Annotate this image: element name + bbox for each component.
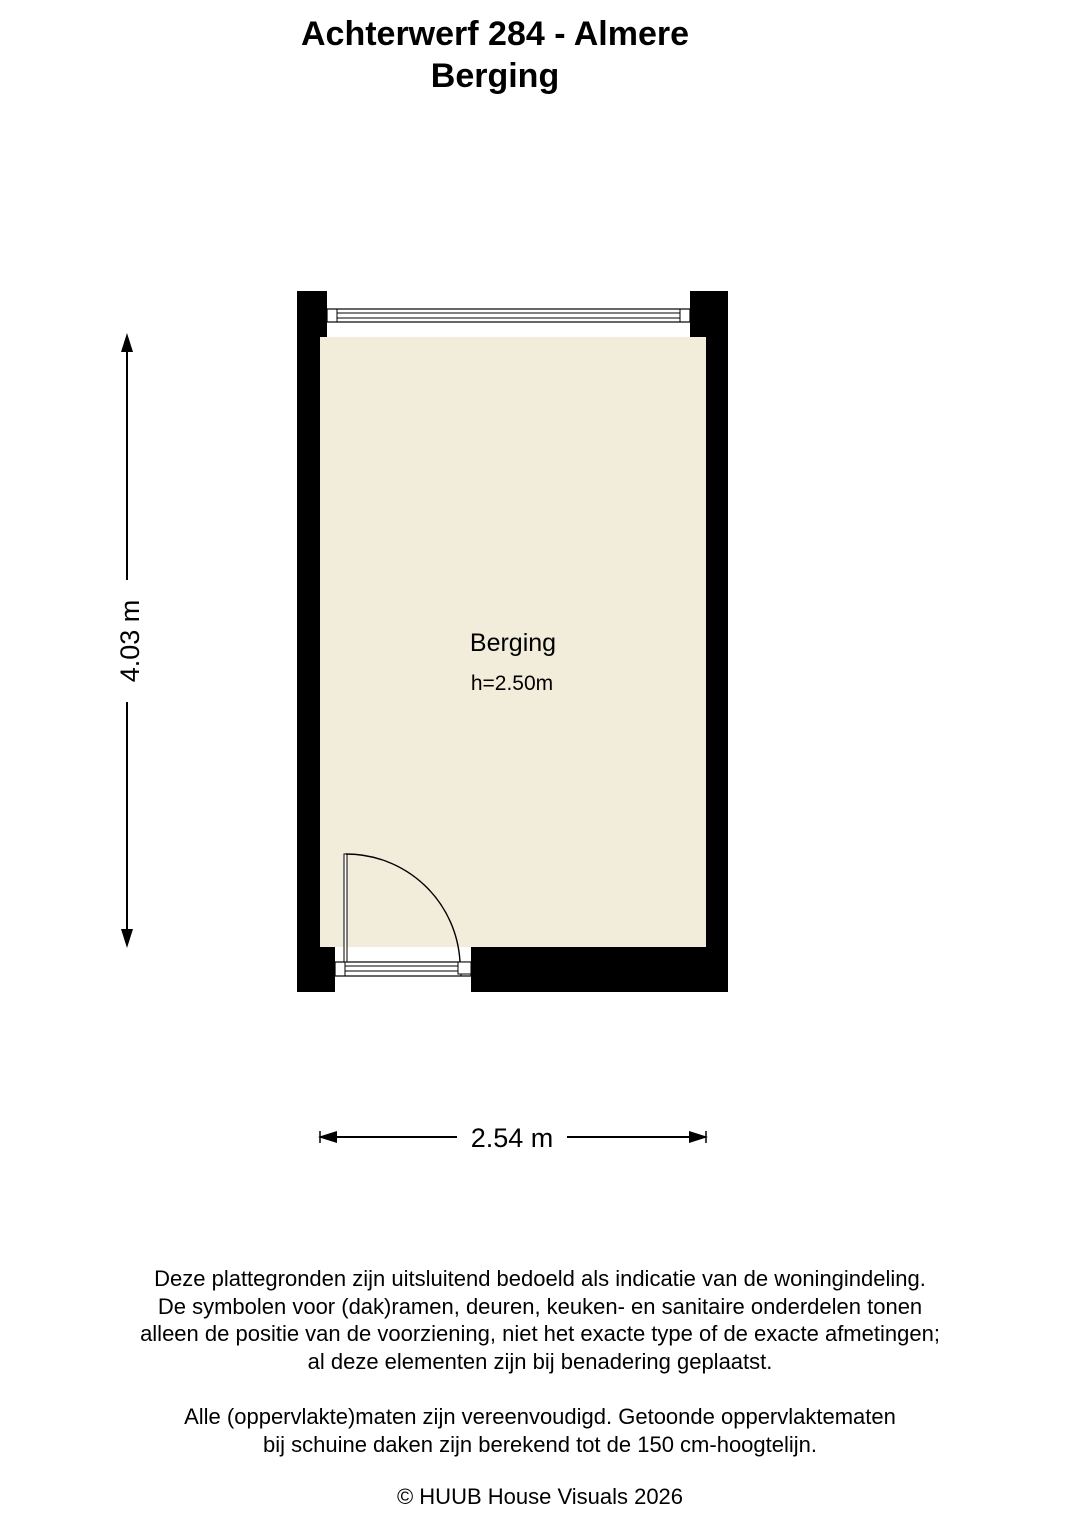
wall-right	[706, 291, 728, 992]
disclaimer-line: bij schuine daken zijn berekend tot de 150 cm-hoogtelijn.	[262, 1431, 818, 1457]
plan-subtitle: Berging	[430, 57, 560, 95]
disclaimer-paragraph-2	[0, 1403, 1080, 1458]
disclaimer-paragraph-1	[0, 1265, 1080, 1375]
wall-bottom-right	[471, 947, 728, 992]
room-height-label: h=2.50m	[470, 672, 554, 695]
disclaimer-line: Alle (oppervlakte)maten zijn vereenvoudigd. Getoonde oppervlaktematen	[184, 1404, 896, 1429]
arrow-down-icon	[121, 929, 133, 948]
wall-top-right-pier	[690, 291, 728, 337]
copyright-notice: © HUUB House Visuals 2026	[396, 1484, 684, 1509]
arrow-up-icon	[121, 333, 133, 352]
disclaimer-line: Deze plattegronden zijn uitsluitend bedoeld als indicatie van de woningindeling.	[154, 1266, 926, 1291]
room-name-label: Berging	[469, 629, 557, 657]
plan-title: Achterwerf 284 - Almere	[300, 15, 689, 53]
disclaimer-line: De symbolen voor (dak)ramen, deuren, keuken- en sanitaire onderdelen tonen	[157, 1293, 923, 1319]
horizontal-dimension-label: 2.54 m	[470, 1123, 554, 1153]
arrow-left-icon	[318, 1131, 337, 1143]
wall-bottom-left-pier	[297, 947, 335, 992]
disclaimer-line: al deze elementen zijn bij benadering geplaatst.	[307, 1348, 773, 1374]
window-top	[327, 309, 690, 322]
arrow-right-icon	[689, 1131, 708, 1143]
door-frame	[335, 962, 471, 976]
wall-top-left-pier	[297, 291, 327, 337]
disclaimer-line: alleen de positie van de voorziening, niet het exacte type of de exacte afmetingen;	[140, 1321, 940, 1346]
wall-left	[297, 291, 320, 992]
vertical-dimension-label: 4.03 m	[115, 599, 145, 683]
